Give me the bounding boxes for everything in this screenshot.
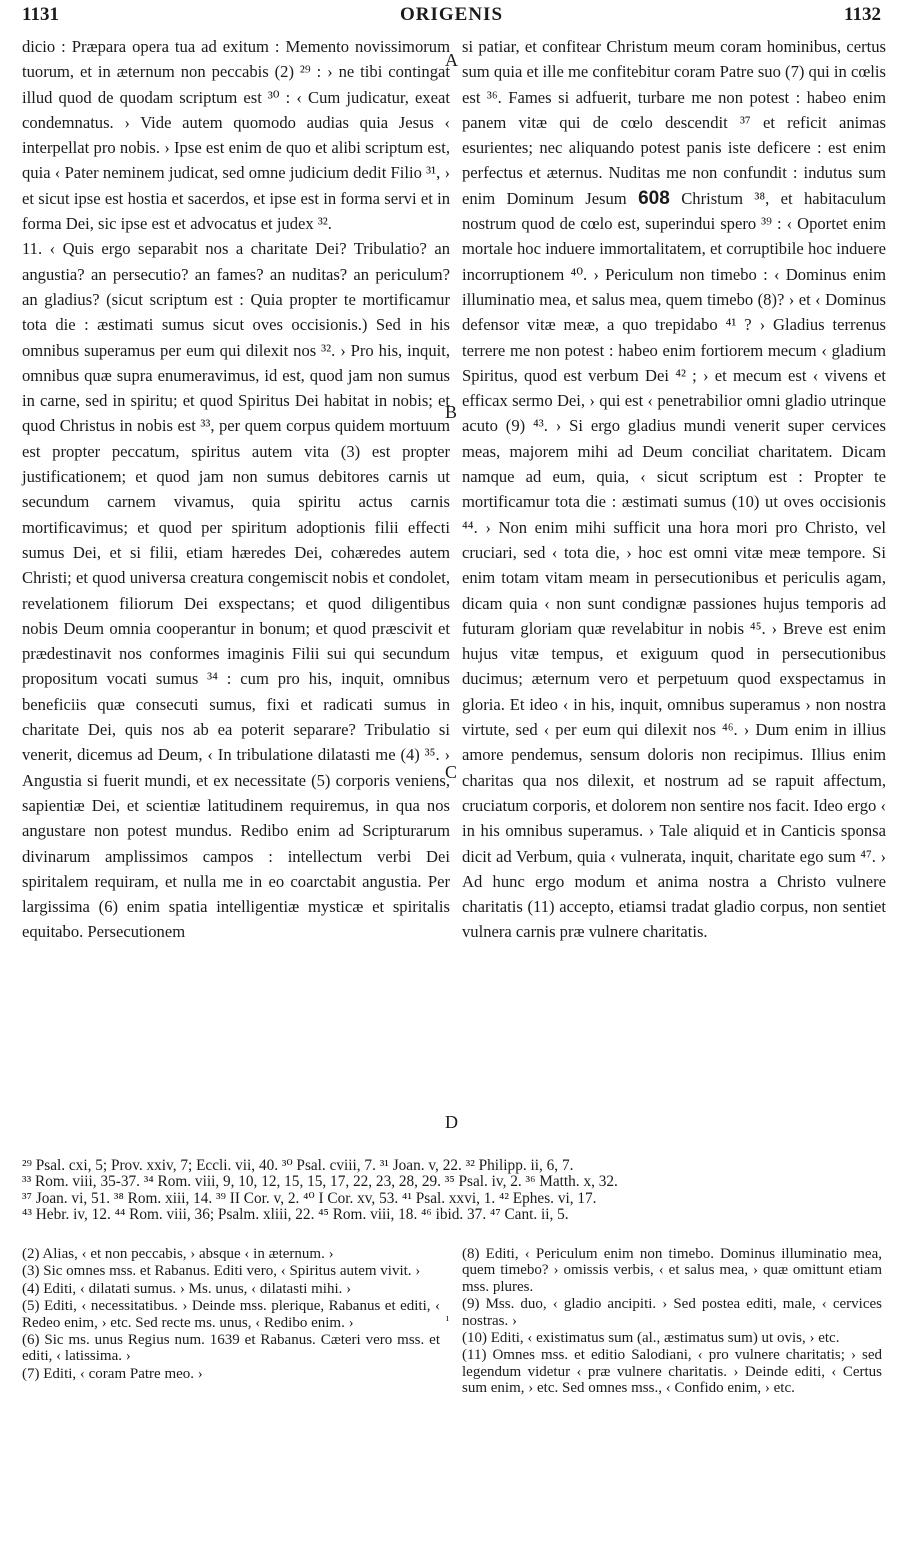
reference-line: ³³ Rom. viii, 35-37. ³⁴ Rom. viii, 9, 10, 12, 15, 15, 17, 22, 23, 28, 29. ³⁵ Psal. iv, 2. ³⁶ Matth. x, 32.: [22, 1173, 618, 1191]
footnotes-left: [22, 1246, 440, 1383]
reference-line: ⁴³ Hebr. iv, 12. ⁴⁴ Rom. viii, 36; Psalm. xliii, 22. ⁴⁵ Rom. viii, 18. ⁴⁶ ibid. 37. ⁴⁷ Cant. ii, 5.: [22, 1205, 569, 1223]
page-header: [22, 2, 881, 30]
footnote: (8) Editi, ‹ Periculum enim non timebo. Dominus illuminatio mea, quem timebo? › omissis verbis, ‹ et salus mea, › quæ omittunt etiam mss. plures.: [462, 1246, 882, 1295]
footnote: (7) Editi, ‹ coram Patre meo. ›: [22, 1365, 203, 1382]
margin-letter-c: C: [445, 762, 458, 782]
text-run: si patiar, et confitear Christum meum coram hominibus, certus sum quia et ille me confitebitur coram Patre suo (7) qui in cœlis est ³⁶. Fames si adfuerit, turbare me non potest : habeo enim panem vitæ qui de cœlo descendit ³⁷ et reficit animas esurientes; nec aliquando potest panis iste deficere : est enim perfectus et æternus. Nuditas me non confundit : indutus sum enim Dominum Jesum: [462, 37, 886, 208]
column-number: 608: [638, 187, 670, 209]
footnote: (5) Editi, ‹ necessitatibus. › Deinde mss. plerique, Rabanus et editi, ‹ Redeo enim, › etc. Sed recte ms. unus, ‹ Redibo enim. ›: [22, 1298, 440, 1331]
reference-line: ²⁹ Psal. cxi, 5; Prov. xxiv, 7; Eccli. vii, 40. ³⁰ Psal. cviii, 7. ³¹ Joan. v, 22. ³² Philipp. ii, 6, 7.: [22, 1157, 574, 1174]
running-title: ORIGENIS: [399, 4, 504, 25]
page-number-left: 1131: [22, 4, 59, 25]
footnote: (3) Sic omnes mss. et Rabanus. Editi vero, ‹ Spiritus autem vivit. ›: [22, 1263, 421, 1280]
margin-letter-a: A: [445, 50, 458, 70]
footnote: (4) Editi, ‹ dilatati sumus. › Ms. unus, ‹ dilatasti mihi. ›: [22, 1280, 352, 1297]
footnote: (2) Alias, ‹ et non peccabis, › absque ‹ in æternum. ›: [22, 1246, 334, 1262]
page-number-right: 1132: [844, 4, 881, 25]
gutter-mark: ı: [446, 1313, 449, 1324]
scripture-references: [22, 1158, 889, 1223]
paragraph: 11. ‹ Quis ergo separabit nos a charitate Dei? Tribulatio? an angustia? an persecutio? an fames? an nuditas? an periculum? an gladius? (sicut scriptum est : Quia propter te mortificamur tota die : æstimati sumus sicut oves occisionis.) Sed in his omnibus superamus per eum qui dilexit nos ³². › Pro his, inquit, omnibus quæ supra enumeravimus, id est, quod jam non sumus in carne, sed in spiritu; et quod Spiritus Dei habitat in nobis; et quod Christus in nobis est ³³, per quem corpus quidem mortuum est propter peccatum, spiritus autem vita (3) est propter justificationem; et quod jam non sumus debitores carnis ut secundum carnem vivamus, quia spiritu actus carnis mortificavimus; et quod per spiritum adoptionis filii effecti sumus Dei, et si filii, etiam hæredes Dei, cohæredes autem Christi; et quod universa creatura congemiscit nobis et condolet, revelationem filiorum Dei exspectans; et quod diligentibus nobis Deum omnia cooperantur in bonum; et quod præscivit et prædestinavit nos conformes imaginis Filii sui qui secundum propositum vocati sumus ³⁴ : cum pro his, inquit, omnibus beneficiis quæ consecuti sumus, fixi et radicati sumus in charitate Dei, quis nos ab ea poterit separare? Tribulatio si venerit, dicemus ad Deum, ‹ In tribulatione dilatasti me (4) ³⁵. › Angustia si fuerit mundi, et ex necessitate (5) corporis veniens, sapientiæ Dei, et scientiæ latitudinem requiremus, in qua nos angustare non potest mundus. Redibo enim ad Scripturarum divinarum amplissimos campos : intellectum verbi Dei spiritalem requiram, et nulla me in eo coarctabit angustia. Per largissima (6) enim spatia intelligentiæ mysticæ et spiritalis equitabo. Persecutionem: [22, 239, 450, 942]
footnote: (11) Omnes mss. et editio Salodiani, ‹ pro vulnere charitatis; › sed legendum videtur ‹ præ vulnere charitatis. › Deinde editi, ‹ Certus sum enim, › etc. Sed omnes mss., ‹ Confido enim, › etc.: [462, 1347, 882, 1397]
reference-line: ³⁷ Joan. vi, 51. ³⁸ Rom. xiii, 14. ³⁹ II Cor. v, 2. ⁴⁰ I Cor. xv, 53. ⁴¹ Psal. xxvi, 1. ⁴² Ephes. vi, 17.: [22, 1189, 597, 1207]
footnote: (6) Sic ms. unus Regius num. 1639 et Rabanus. Cæteri vero mss. et editi, ‹ latissima. ›: [22, 1332, 440, 1365]
margin-letter-b: B: [445, 402, 458, 422]
text-run: Christum ³⁸, et habitaculum nostrum quod de cœlo est, superindui spero ³⁹ : ‹ Oportet enim mortale hoc induere immortalitatem, et corruptibile hoc induere incorruptionem ⁴⁰. › Periculum non timebo : ‹ Dominus enim illuminatio mea, et salus mea, quem timebo (8)? › et ‹ Dominus defensor vitæ meæ, a quo trepidabo ⁴¹ ? › Gladius terrenus terrere me non potest : habeo enim fortiorem mecum ‹ gladium Spiritus, quod est verbum Dei ⁴² ; › et mecum est ‹ vivens et efficax sermo Dei, › qui est ‹ penetrabilior omni gladio utrinque acuto (9) ⁴³. › Si ergo gladius mundi venerit super cervices meas, majorem mihi ad Deum conciliat charitatem. Dicam namque ad eum, quia, ‹ sicut scriptum est : Propter te mortificamur tota die : æstimati sumus (10) ut oves occisionis ⁴⁴. › Non enim mihi sufficit una hora mori pro Christo, vel cruciari, sed ‹ tota die, › hoc est omni vitæ meæ tempore. Si enim totam vitam meam in persecutionibus et periculis agam, dicam quia ‹ non sunt condignæ passiones hujus temporis ad futuram gloriam quæ revelabitur in nobis ⁴⁵. › Breve est enim hujus vitæ tempus, et exiguum quod in persecutionibus ducimus; æternum vero et perpetuum quod exspectamus in gloria. Et ideo ‹ in his, inquit, omnibus superamus › non nostra virtute, sed ‹ per eum qui dilexit nos ⁴⁶. › Dum enim in illius amore pendemus, sensum doloris non recipimus. Illius enim charitas qua nos dilexit, et nostrum ad se rapuit affectum, cruciatum corporis, et dolorem non sentire nos facit. Ideo ergo ‹ in his omnibus superamus. › Tale aliquid et in Canticis sponsa dicit ad Verbum, quia ‹ vulnerata, inquit, charitate ego sum ⁴⁷. › Ad hunc ergo modum et anima nostra a Christo vulnere charitatis (11) accepto, etiamsi tradat gladio corpus, non sentiet vulnera carnis præ vulnere charitatis.: [462, 188, 887, 942]
left-text-column: [22, 34, 450, 945]
footnote: (10) Editi, ‹ existimatus sum (al., æstimatus sum) ut ovis, › etc.: [462, 1330, 840, 1347]
right-text-column: [462, 34, 886, 945]
margin-letter-d: D: [445, 1112, 458, 1132]
footnotes-right: [462, 1246, 882, 1398]
footnote: (9) Mss. duo, ‹ gladio ancipiti. › Sed postea editi, male, ‹ cervices nostras. ›: [462, 1296, 882, 1329]
paragraph: dicio : Præpara opera tua ad exitum : Memento novissimorum tuorum, et in æternum non peccabis (2) ²⁹ : › ne tibi contingat illud quod de quodam scriptum est ³⁰ : ‹ Cum judicatur, exeat condemnatus. › Vide autem quomodo audias quia Jesus ‹ interpellat pro nobis. › Ipse est enim de quo et alibi scriptum est, quia ‹ Pater neminem judicat, sed omne judicium dedit Filio ³¹, › et sicut ipse est hostia et sacerdos, et ipse est in forma servi et in forma Dei, sic ipse est et advocatus et judex ³².: [22, 37, 450, 234]
paragraph: [462, 34, 886, 945]
